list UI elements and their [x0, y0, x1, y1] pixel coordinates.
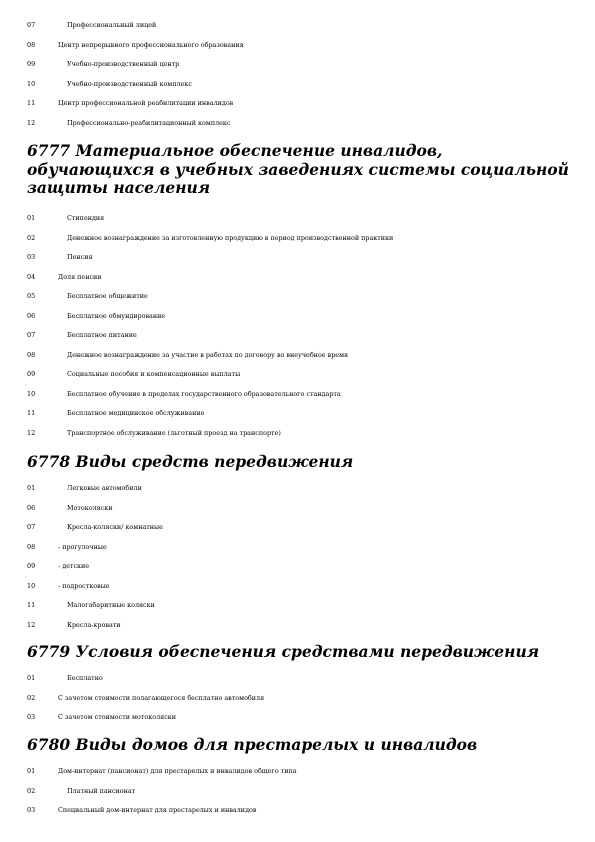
item-code: 12: [27, 119, 36, 127]
section-heading: 6779 Условия обеспечения средствами передвижения: [27, 642, 540, 661]
list-item: [0, 803, 595, 817]
list-item: [0, 598, 595, 612]
item-code: 12: [27, 429, 36, 437]
item-code: 07: [27, 21, 36, 29]
item-code: 01: [27, 214, 36, 222]
section-heading: 6778 Виды средств передвижения: [27, 452, 354, 471]
list-item: [0, 710, 595, 724]
item-code: 02: [27, 234, 36, 242]
item-text: Бесплатное питание: [67, 331, 137, 339]
list-item: [0, 501, 595, 515]
item-text: - прогулочные: [58, 543, 107, 551]
item-code: 08: [27, 41, 36, 49]
item-code: 03: [27, 253, 36, 261]
item-text: Специальный дом-интернат для престарелых и инвалидов: [58, 806, 257, 814]
item-code: 06: [27, 504, 36, 512]
item-text: Бесплатное медицинское обслуживание: [67, 409, 205, 417]
item-text: Бесплатное обучение в пределах государственного образовательного стандарта: [67, 390, 341, 398]
item-text: Кресла-коляски/ комнатные: [67, 523, 163, 531]
list-item: [0, 38, 595, 52]
item-code: 04: [27, 273, 36, 281]
item-text: Транспортное обслуживание (льготный проезд на транспорте): [67, 429, 281, 437]
list-item: [0, 96, 595, 110]
list-item: [0, 18, 595, 32]
item-text: Бесплатное общежитие: [67, 292, 148, 300]
list-item: [0, 520, 595, 534]
item-code: 09: [27, 60, 36, 68]
list-item: [0, 691, 595, 705]
item-text: Малогабаритные коляски: [67, 601, 155, 609]
item-code: 03: [27, 806, 36, 814]
item-text: Дом-интернат (пансионат) для престарелых и инвалидов общего типа: [58, 767, 297, 775]
section-heading: 6777 Материальное обеспечение инвалидов, обучающихся в учебных заведениях системы социальной защиты населения: [27, 141, 569, 197]
list-item: [0, 426, 595, 440]
item-code: 02: [27, 787, 36, 795]
list-item: [0, 559, 595, 573]
item-code: 07: [27, 331, 36, 339]
list-item: [0, 348, 595, 362]
item-text: Бесплатно: [67, 674, 103, 682]
list-item: [0, 387, 595, 401]
item-code: 07: [27, 523, 36, 531]
item-text: Профессионально-реабилитационный комплекс: [67, 119, 231, 127]
list-item: [0, 764, 595, 778]
item-text: Стипендия: [67, 214, 105, 222]
item-text: Денежное вознаграждение за участие в работах по договору во внеучебное время: [67, 351, 349, 359]
item-text: Кресла-кровати: [67, 621, 121, 629]
item-code: 02: [27, 694, 36, 702]
item-code: 01: [27, 674, 36, 682]
item-text: Профессиональный лицей: [67, 21, 157, 29]
item-code: 03: [27, 713, 36, 721]
list-item: [0, 579, 595, 593]
item-text: Центр профессиональной реабилитации инвалидов: [58, 99, 234, 107]
item-code: 11: [27, 601, 36, 609]
list-item: [0, 289, 595, 303]
list-item: [0, 784, 595, 798]
item-text: Учебно-производственный комплекс: [67, 80, 192, 88]
list-item: [0, 211, 595, 225]
item-code: 01: [27, 484, 36, 492]
item-code: 09: [27, 370, 36, 378]
item-code: 09: [27, 562, 36, 570]
item-text: Легковые автомобили: [67, 484, 142, 492]
list-item: [0, 250, 595, 264]
item-code: 11: [27, 409, 36, 417]
item-code: 12: [27, 621, 36, 629]
item-code: 06: [27, 312, 36, 320]
item-code: 10: [27, 390, 36, 398]
list-item: [0, 671, 595, 685]
item-text: Мотоколяски: [67, 504, 113, 512]
list-item: [0, 270, 595, 284]
list-item: [0, 540, 595, 554]
list-item: [0, 309, 595, 323]
item-text: Платный пансионат: [67, 787, 136, 795]
list-item: [0, 618, 595, 632]
item-text: Центр непрерывного профессионального образования: [58, 41, 244, 49]
item-text: Доля пенсии: [58, 273, 102, 281]
item-code: 10: [27, 582, 36, 590]
item-code: 08: [27, 543, 36, 551]
item-text: - подростковые: [58, 582, 110, 590]
list-item: [0, 328, 595, 342]
list-item: [0, 57, 595, 71]
item-code: 08: [27, 351, 36, 359]
item-text: Учебно-производственный центр: [67, 60, 180, 68]
item-text: Пенсия: [67, 253, 93, 261]
item-code: 10: [27, 80, 36, 88]
item-text: Социальные пособия и компенсационные выплаты: [67, 370, 241, 378]
item-text: - детские: [58, 562, 90, 570]
item-text: Денежное вознаграждение за изготовленную продукцию в период производственной практики: [67, 234, 394, 242]
list-item: [0, 116, 595, 130]
item-text: С зачетом стоимости мотоколяски: [58, 713, 177, 721]
item-code: 01: [27, 767, 36, 775]
item-code: 11: [27, 99, 36, 107]
list-item: [0, 367, 595, 381]
list-item: [0, 77, 595, 91]
list-item: [0, 406, 595, 420]
section-heading: 6780 Виды домов для престарелых и инвалидов: [27, 735, 478, 754]
list-item: [0, 481, 595, 495]
item-code: 05: [27, 292, 36, 300]
item-text: Бесплатное обмундирование: [67, 312, 166, 320]
item-text: С зачетом стоимости полагающегося бесплатно автомобиля: [58, 694, 265, 702]
list-item: [0, 231, 595, 245]
